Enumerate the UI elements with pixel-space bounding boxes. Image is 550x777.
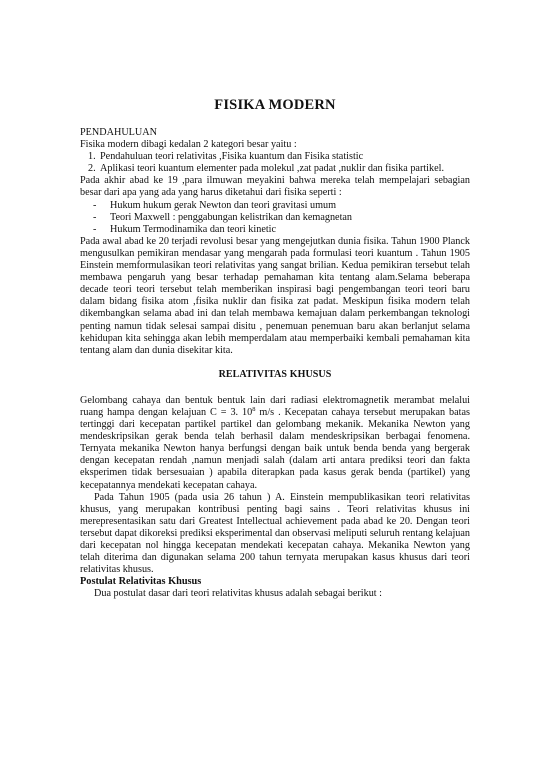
- paragraph: Pada akhir abad ke 19 ,para ilmuwan meyakini bahwa mereka telah mempelajari sebagian besar dari apa yang ada yang harus diketahui dari fisika seperti :: [80, 175, 470, 199]
- section-heading-pendahuluan: PENDAHULUAN: [80, 127, 157, 138]
- exponent: 8: [252, 405, 256, 413]
- list-item: [80, 200, 470, 212]
- paragraph: Pada Tahun 1905 (pada usia 26 tahun ) A. Einstein mempublikasikan teori relativitas khusus, yang merupakan kontribusi penting bagi sains . Teori relativitas khusus ini merepresentasikan satu dari Greatest Intellectual achievement pada abad ke 20. Dengan teori tersebut dapat dikoreksi prediksi eksperimental dan observasi meliputi seluruh rentang kelajuan dari kecepatan nol hingga kecepatan mendekati kecepatan cahaya. Mekanika Newton yang telah diterima dan digunakan selama 200 tahun ternyata merupakan kasus khusus dari teori relativitas khusus.: [80, 491, 470, 576]
- document-body: [80, 127, 470, 600]
- list-item-text: Aplikasi teori kuantum elementer pada molekul ,zat padat ,nuklir dan fisika partikel.: [100, 163, 445, 175]
- subheading-postulat: Postulat Relativitas Khusus: [80, 576, 202, 588]
- dash-bullet: -: [93, 211, 97, 223]
- intro-lead: Fisika modern dibagi kedalan 2 kategori besar yaitu :: [80, 139, 297, 151]
- list-number: 1.: [88, 151, 96, 163]
- list-item-text: Teori Maxwell : penggabungan kelistrikan dan kemagnetan: [110, 211, 353, 223]
- list-item: [80, 224, 470, 236]
- paragraph: Dua postulat dasar dari teori relativitas khusus adalah sebagai berikut :: [94, 588, 382, 600]
- numbered-list: [80, 151, 470, 175]
- list-item: [80, 151, 470, 163]
- paragraph: [80, 395, 470, 492]
- bullet-list: [80, 200, 470, 236]
- dash-bullet: -: [93, 199, 97, 211]
- section-heading-relativitas: RELATIVITAS KHUSUS: [218, 368, 332, 380]
- list-item: [80, 212, 470, 224]
- page-title: FISIKA MODERN: [214, 97, 336, 113]
- list-number: 2.: [88, 163, 96, 175]
- list-item: [80, 163, 470, 175]
- list-item-text: Hukum hukum gerak Newton dan teori gravitasi umum: [110, 199, 337, 211]
- paragraph: Pada awal abad ke 20 terjadi revolusi besar yang mengejutkan dunia fisika. Tahun 1900 Planck mengusulkan pemikiran mendasar yang mengarah pada formulasi teori kuantum . Tahun 1905 Einstein memformulasikan teori relativitas yang sangat brilian. Kedua pemikiran tersebut telah membawa pengaruh yang besar terhadap pemahaman kita tentang alam.Selama beberapa decade teori teori tersebut telah memberikan inspirasi bagi pengembangan teori teori baru dalam bidang fisika atom ,fisika nuklir dan fisika zat padat. Meskipun fisika modern telah dikembangkan selama abad ini dan telah membawa kemajuan dalam perkembangan teknologi penting namun tidak selesai sampai disitu , penemuan penemuan baru akan berlanjut selama kehidupan kita sehingga akan lebih memperdalam atau memperbaiki kembali pemahaman kita tentang alam dan dunia disekitar kita.: [80, 235, 470, 356]
- dash-bullet: -: [93, 223, 97, 235]
- list-item-text: Hukum Termodinamika dan teori kinetic: [110, 223, 277, 235]
- text-run: m/s . Kecepatan cahaya tersebut merupakan batas tertinggi dari kecepatan partikel partikel dan gelombang mekanik. Mekanika Newton yang mendeskripsikan gerak benda telah berhasil dalam mendeskripsikan berbagai fenomena. Ternyata mekanika Newton hanya berfungsi dengan baik untuk benda benda yang bergerak dengan kecepatan rendah ,namun menjadi salah (dalam arti antara prediksi teori dan fakta eksperimen tidak bersesuaian ) apabila diterapkan pada kasus gerak benda (partikel) yang kecepatannya mendekati kecepatan cahaya.: [80, 406, 470, 491]
- list-item-text: Pendahuluan teori relativitas ,Fisika kuantum dan Fisika statistic: [100, 151, 364, 163]
- text-run: Gelombang cahaya dan bentuk bentuk lain dari radiasi elektromagnetik merambat melalui ruang hampa dengan kelajuan C = 3. 10: [80, 394, 470, 418]
